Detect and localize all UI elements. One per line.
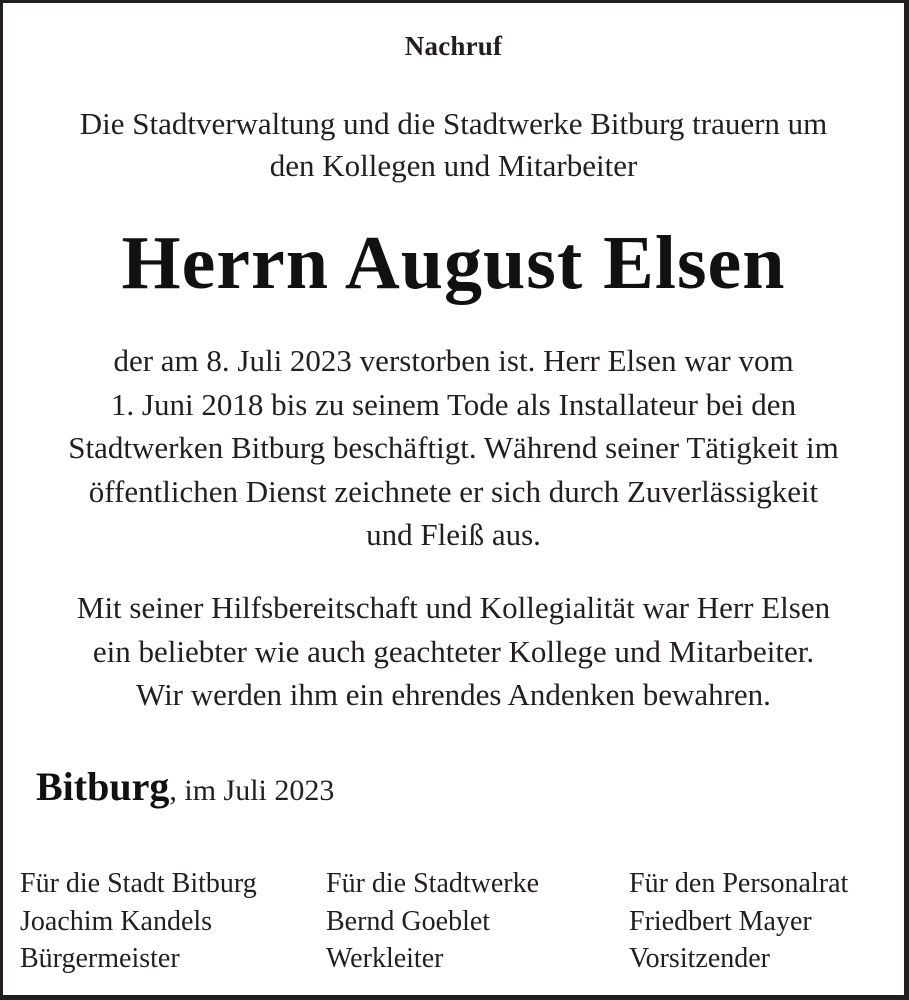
body-line: 1. Juni 2018 bis zu seinem Tode als Installateur bei den — [110, 386, 797, 422]
body-line: der am 8. Juli 2023 verstorben ist. Herr Elsen war vom — [113, 343, 794, 378]
signatory-city — [20, 865, 257, 978]
body-paragraph-2 — [3, 586, 904, 717]
signatory-title: Vorsitzender — [629, 943, 770, 974]
notice-heading: Nachruf — [404, 31, 503, 61]
signatory-organization: Für den Personalrat — [629, 868, 849, 899]
body-line: öffentlichen Dienst zeichnete er sich durch Zuverlässigkeit — [88, 473, 819, 509]
body-line: ein beliebter wie auch geachteter Kollege und Mitarbeiter. — [92, 633, 815, 669]
signatory-organization: Für die Stadt Bitburg — [20, 868, 257, 899]
signatory-name: Joachim Kandels — [20, 905, 213, 937]
signatory-utilities — [326, 865, 539, 978]
intro-line: Die Stadtverwaltung und die Stadtwerke Bitburg trauern um — [79, 106, 828, 141]
body-line: Wir werden ihm ein ehrendes Andenken bewahren. — [136, 677, 771, 712]
body-paragraph-1 — [3, 339, 904, 557]
signatory-organization: Für die Stadtwerke — [326, 868, 540, 899]
signatory-title: Bürgermeister — [20, 943, 180, 974]
date-text: , im Juli 2023 — [169, 774, 335, 807]
deceased-name: Herrn August Elsen — [121, 221, 786, 305]
signatory-name: Bernd Goeblet — [326, 905, 491, 937]
place-name: Bitburg — [36, 764, 170, 809]
intro-line: den Kollegen und Mitarbeiter — [269, 148, 638, 183]
body-line: Mit seiner Hilfsbereitschaft und Kollegialität war Herr Elsen — [76, 590, 831, 625]
body-line: Stadtwerken Bitburg beschäftigt. Während seiner Tätigkeit im — [68, 430, 839, 465]
place-and-date — [36, 763, 334, 810]
body-line: und Fleiß aus. — [366, 517, 541, 552]
signatory-staff-council — [629, 865, 848, 978]
signatory-title: Werkleiter — [326, 943, 444, 974]
signatory-name: Friedbert Mayer — [629, 905, 812, 937]
intro-text — [3, 103, 904, 187]
